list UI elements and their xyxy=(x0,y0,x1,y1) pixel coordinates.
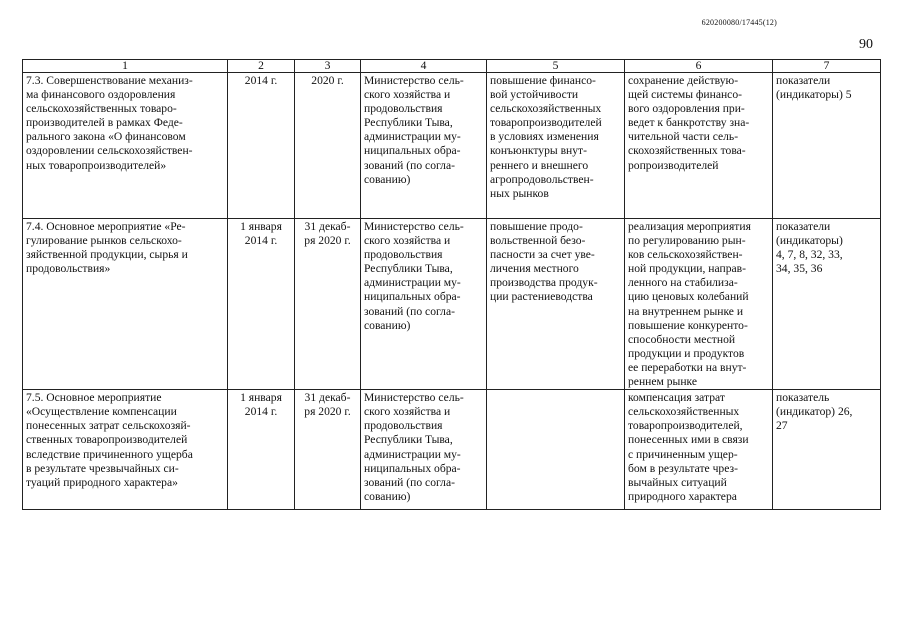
column-header: 6 xyxy=(625,60,773,73)
column-header: 1 xyxy=(23,60,228,73)
end-date-cell xyxy=(295,73,361,219)
column-header: 2 xyxy=(228,60,295,73)
column-header: 7 xyxy=(773,60,881,73)
cell-text: сохранение действую- щей системы финансо- вого оздоровления при- ведет к банкротству зна- чительной части сель- скохозяйственных това- ропроизводителей xyxy=(628,74,750,172)
measure-name-cell xyxy=(23,219,228,390)
table-row xyxy=(23,390,881,510)
cell-text: Министерство сель- ского хозяйства и продовольствия Республики Тыва, администрации му- ниципальных обра- зований (по согла- сованию) xyxy=(364,391,464,503)
cell-text: повышение продо- вольственной безо- пасности за счет уве- личения местного производства продук- ции растениеводства xyxy=(490,220,598,304)
column-header: 4 xyxy=(361,60,487,73)
consequences-cell xyxy=(625,219,773,390)
column-header: 5 xyxy=(487,60,625,73)
expected-result-cell xyxy=(487,219,625,390)
measure-name-cell xyxy=(23,73,228,219)
table-row xyxy=(23,73,881,219)
column-header: 3 xyxy=(295,60,361,73)
cell-text: 1 января 2014 г. xyxy=(240,220,282,248)
cell-text: показатели (индикаторы) 4, 7, 8, 32, 33, 34, 35, 36 xyxy=(776,220,843,276)
measure-name-cell xyxy=(23,390,228,510)
cell-text: 2014 г. xyxy=(244,74,278,87)
cell-text: 2020 г. xyxy=(311,74,344,87)
document-code: 620200080/17445(12) xyxy=(701,18,777,27)
page-number: 90 xyxy=(859,37,873,52)
end-date-cell xyxy=(295,219,361,390)
expected-result-cell xyxy=(487,390,625,510)
indicators-cell xyxy=(773,219,881,390)
end-date-cell xyxy=(295,390,361,510)
cell-text: 31 декаб- ря 2020 г. xyxy=(304,220,351,248)
executor-cell xyxy=(361,73,487,219)
indicators-cell xyxy=(773,390,881,510)
start-date-cell xyxy=(228,73,295,219)
column-number-row xyxy=(23,60,881,73)
executor-cell xyxy=(361,390,487,510)
consequences-cell xyxy=(625,73,773,219)
table-row xyxy=(23,219,881,390)
cell-text: показатели (индикаторы) 5 xyxy=(776,74,852,102)
cell-text: 31 декаб- ря 2020 г. xyxy=(304,391,351,419)
cell-text: показатель (индикатор) 26, 27 xyxy=(776,391,853,433)
consequences-cell xyxy=(625,390,773,510)
start-date-cell xyxy=(228,219,295,390)
cell-text: 1 января 2014 г. xyxy=(240,391,282,419)
cell-text: 7.3. Совершенствование механиз- ма финансового оздоровления сельскохозяйственных товаро- производителей в рамках Феде- рального закона «О финансовом оздоровлении сельскохозяйствен- ных товаропроизводителей» xyxy=(26,74,193,172)
executor-cell xyxy=(361,219,487,390)
cell-text: Министерство сель- ского хозяйства и продовольствия Республики Тыва, администрации му- ниципальных обра- зований (по согла- сованию) xyxy=(364,74,464,186)
cell-text: 7.5. Основное мероприятие «Осуществление компенсации понесенных затрат сельскохозяй- ственных товаропроизводителей вследствие причиненного ущерба в результате чрезвычайных си- туаций природного характера» xyxy=(26,391,193,489)
cell-text: 7.4. Основное мероприятие «Ре- гулирование рынков сельскохо- зяйственной продукции, сырья и продовольствия» xyxy=(26,220,188,276)
start-date-cell xyxy=(228,390,295,510)
measures-table xyxy=(22,59,881,510)
indicators-cell xyxy=(773,73,881,219)
cell-text: реализация мероприятия по регулированию рын- ков сельскохозяйствен- ной продукции, направ- ленного на стабилиза- цию ценовых колебаний на внутреннем рынке и повышение конкуренто- способности местной продукции и продуктов ее переработки на внут- реннем рынке xyxy=(628,220,751,389)
cell-text: компенсация затрат сельскохозяйственных товаропроизводителей, понесенных ими в связи с причиненным ущер- бом в результате чрез- вычайных ситуаций природного характера xyxy=(628,391,749,503)
expected-result-cell xyxy=(487,73,625,219)
cell-text: повышение финансо- вой устойчивости сельскохозяйственных товаропроизводителей в условиях изменения конъюнктуры внут- реннего и внешнего агропродовольствен- ных рынков xyxy=(490,74,602,200)
cell-text: Министерство сель- ского хозяйства и продовольствия Республики Тыва, администрации му- ниципальных обра- зований (по согла- сованию) xyxy=(364,220,464,332)
